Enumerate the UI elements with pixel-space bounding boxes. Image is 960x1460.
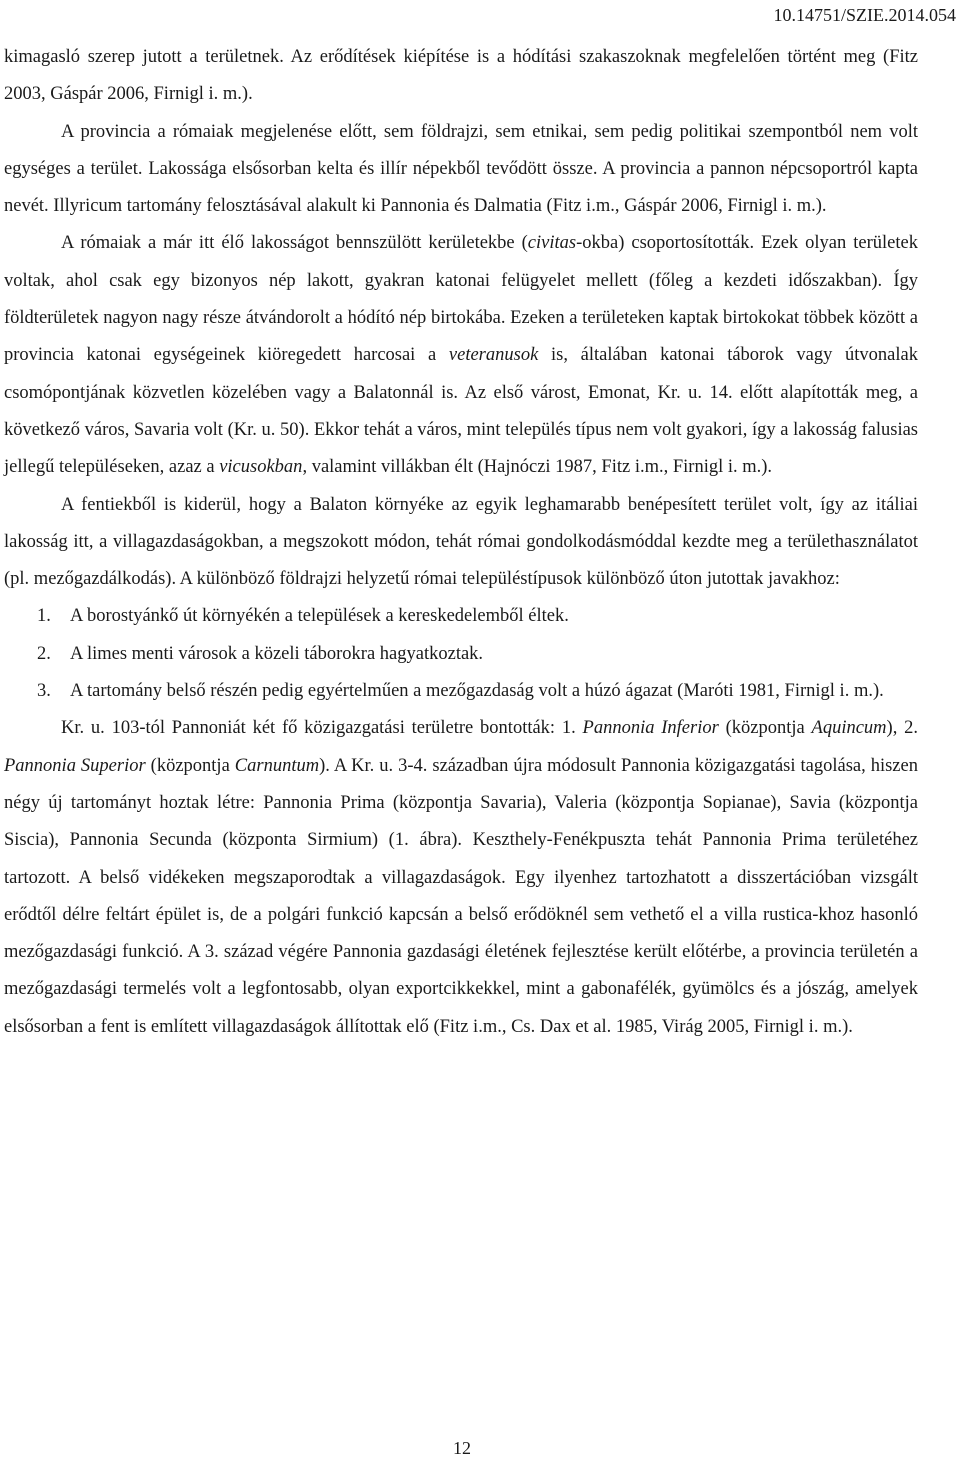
list-item-number: 3. (37, 681, 51, 702)
text-run: (központja (718, 718, 812, 739)
text-run: is, általában katonai táborok vagy útvonalak csomópontjának közvetlen közelében vagy a Balatonnál is. Az első várost, Emonat, Kr. u. 14. előtt alapították meg, a következő város, Savaria volt (Kr. u. 50). Ekkor tehát a város, mint település típus nem volt gyakori, így a lakosság falusias jellegű településeken, azaz a (4, 345, 918, 478)
list-item-number: 2. (37, 643, 51, 664)
text-run: -okba) csoportosították. Ezek olyan területek voltak, ahol csak egy bizonyos nép lakott, gyakran katonai felügyelet mellett (főleg a kezdeti időszakban). Így földterületek nagyon nagy része átvándorolt a hódító nép birtokába. Ezeken a területeken kaptak birtokokat többek között a provincia katonai egységeinek kiöregedett harcosai a (4, 233, 918, 366)
list-item (4, 673, 918, 710)
document-body (4, 39, 918, 1046)
paragraph-intro: kimagasló szerep jutott a területnek. Az erődítések kiépítése is a hódítási szakaszoknak megfelelően történt meg (Fitz 2003, Gáspár 2006, Firnigl i. m.). (4, 47, 918, 105)
text-run: (központja (145, 755, 235, 776)
doi-header: 10.14751/SZIE.2014.054 (773, 5, 956, 25)
list-item (4, 636, 918, 673)
paragraph-administration (4, 710, 918, 1046)
italic-term-veteranusok: veteranusok (448, 345, 539, 366)
text-run: Kr. u. 103-tól Pannoniát két fő közigazgatási területre bontották: 1. (61, 718, 583, 739)
list-item-text: A tartomány belső részén pedig egyértelműen a mezőgazdaság volt a húzó ágazat (Maróti 1981, Firnigl i. m.). (70, 681, 884, 702)
text-run: A rómaiak a már itt élő lakosságot bennszülött kerületekbe ( (61, 233, 528, 254)
italic-term-civitas: civitas (527, 233, 577, 254)
italic-term-vicusokban: vicusokban (219, 457, 303, 478)
text-run: ). A Kr. u. 3-4. században újra módosult Pannonia közigazgatási tagolása, hiszen négy új tartományt hoztak létre: Pannonia Prima (központja Savaria), Valeria (központja Sopianae), Savia (központja Siscia), Pannonia Secunda (központa Sirmium) (1. ábra). Keszthely-Fenékpuszta tehát Pannonia Prima területéhez tartozott. A belső vidékeken megszaporodtak a villagazdaságok. Egy ilyenhez tartozhatott a disszertációban vizsgált erődtől délre feltárt épület is, de a polgári funkció kapcsán a belső erődöknél sem vethető el a villa rustica-khoz hasonló mezőgazdasági funkció. A 3. század végére Pannonia gazdasági életének fejlesztése került előtérbe, a provincia területén a mezőgazdasági termelés volt a legfontosabb, olyan exportcikkekkel, mint a gabonafélék, gyümölcs és a jószág, amelyek elsősorban a fent is említett villagazdaságok állítottak elő (Fitz i.m., Cs. Dax et al. 1985, Virág 2005, Firnigl i. m.). (4, 755, 918, 1037)
list-item (4, 598, 918, 635)
text-run: , valamint villákban élt (Hajnóczi 1987, Fitz i.m., Firnigl i. m.). (302, 457, 773, 478)
italic-term-pannonia-inferior: Pannonia Inferior (582, 718, 719, 739)
page-number: 12 (453, 1438, 471, 1458)
list-item-text: A borostyánkő út környékén a települések a kereskedelemből éltek. (70, 606, 569, 627)
paragraph-balaton: A fentiekből is kiderül, hogy a Balaton környéke az egyik leghamarabb benépesített terület volt, így az itáliai lakosság itt, a villagazdaságokban, a megszokott módon, tehát római gondolkodásmóddal kezdte meg a területhasználatot (pl. mezőgazdálkodás). A különböző földrajzi helyzetű római településtípusok különböző úton jutottak javakhoz: (4, 494, 918, 590)
paragraph-civitas (4, 225, 918, 486)
italic-term-carnuntum: Carnuntum (234, 755, 320, 776)
list-item-number: 1. (37, 606, 51, 627)
numbered-list (4, 598, 918, 710)
italic-term-aquincum: Aquincum (811, 718, 887, 739)
italic-term-pannonia-superior: Pannonia Superior (4, 755, 146, 776)
text-run: ), 2. (886, 718, 918, 739)
list-item-text: A limes menti városok a közeli táborokra hagyatkoztak. (70, 643, 484, 664)
paragraph-province-origin: A provincia a rómaiak megjelenése előtt, sem földrajzi, sem etnikai, sem pedig politikai szempontból nem volt egységes a terület. Lakossága elsősorban kelta és illír népekből tevődött össze. A provincia a pannon népcsoportról kapta nevét. Illyricum tartomány felosztásával alakult ki Pannonia és Dalmatia (Fitz i.m., Gáspár 2006, Firnigl i. m.). (4, 121, 918, 217)
